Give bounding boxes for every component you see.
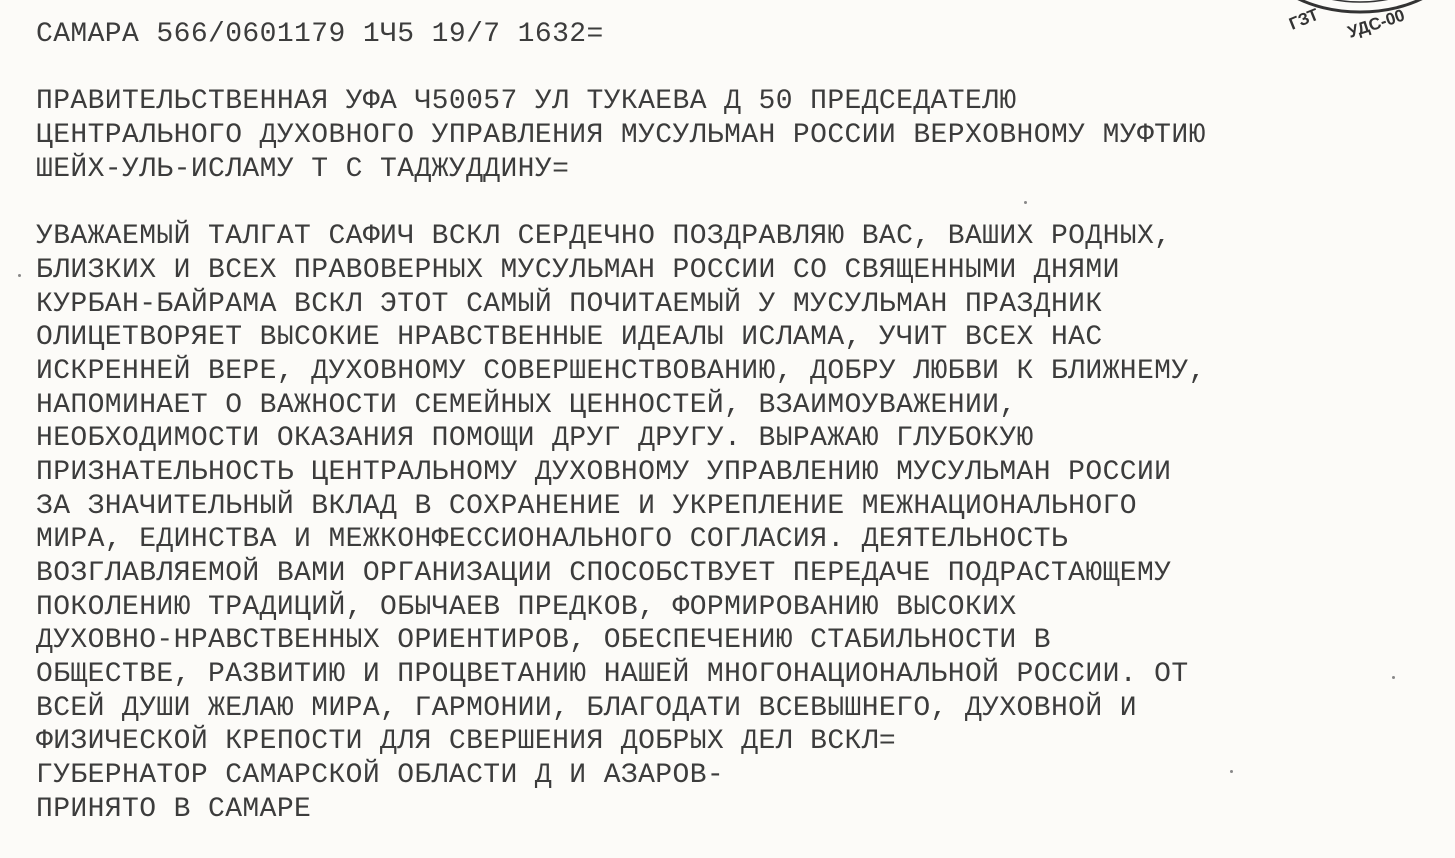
message-body — [36, 220, 1436, 759]
paper-speck — [1392, 676, 1395, 679]
stamp-text: УДС-00 — [1345, 5, 1408, 42]
body-line: ФИЗИЧЕСКОЙ КРЕПОСТИ ДЛЯ СВЕРШЕНИЯ ДОБРЫХ ДЕЛ ВСКЛ= — [36, 726, 897, 758]
address-block — [36, 85, 1436, 186]
body-line: ЗА ЗНАЧИТЕЛЬНЫЙ ВКЛАД В СОХРАНЕНИЕ И УКРЕПЛЕНИЕ МЕЖНАЦИОНАЛЬНОГО — [36, 490, 1137, 522]
paper-speck — [18, 274, 21, 277]
body-line: УВАЖАЕМЫЙ ТАЛГАТ САФИЧ ВСКЛ СЕРДЕЧНО ПОЗДРАВЛЯЮ ВАС, ВАШИХ РОДНЫХ, — [36, 221, 1172, 253]
paper-speck — [1024, 201, 1027, 204]
body-line: ОБЩЕСТВЕ, РАЗВИТИЮ И ПРОЦВЕТАНИЮ НАШЕЙ МНОГОНАЦИОНАЛЬНОЙ РОССИИ. ОТ — [36, 659, 1189, 691]
body-line: ПОКОЛЕНИЮ ТРАДИЦИЙ, ОБЫЧАЕВ ПРЕДКОВ, ФОРМИРОВАНИЮ ВЫСОКИХ — [36, 591, 1017, 623]
body-line: НЕОБХОДИМОСТИ ОКАЗАНИЯ ПОМОЩИ ДРУГ ДРУГУ. ВЫРАЖАЮ ГЛУБОКУЮ — [36, 423, 1034, 455]
body-line: ВОЗГЛАВЛЯЕМОЙ ВАМИ ОРГАНИЗАЦИИ СПОСОБСТВУЕТ ПЕРЕДАЧЕ ПОДРАСТАЮЩЕМУ — [36, 558, 1172, 589]
body-line: НАПОМИНАЕТ О ВАЖНОСТИ СЕМЕЙНЫХ ЦЕННОСТЕЙ, ВЗАИМОУВАЖЕНИИ, — [36, 389, 1017, 421]
address-line: ПРАВИТЕЛЬСТВЕННАЯ УФА Ч50057 УЛ ТУКАЕВА Д 50 ПРЕДСЕДАТЕЛЮ — [36, 86, 1017, 118]
received-line: ПРИНЯТО В САМАРЕ — [36, 793, 312, 825]
spacer — [36, 186, 1436, 220]
body-line: ПРИЗНАТЕЛЬНОСТЬ ЦЕНТРАЛЬНОМУ ДУХОВНОМУ УПРАВЛЕНИЮ МУСУЛЬМАН РОССИИ — [36, 456, 1172, 488]
body-line: ИСКРЕННЕЙ ВЕРЕ, ДУХОВНОМУ СОВЕРШЕНСТВОВАНИЮ, ДОБРУ ЛЮБВИ К БЛИЖНЕМУ, — [36, 355, 1206, 387]
body-line: КУРБАН-БАЙРАМА ВСКЛ ЭТОТ САМЫЙ ПОЧИТАЕМЫЙ У МУСУЛЬМАН ПРАЗДНИК — [36, 288, 1103, 320]
signature-line: ГУБЕРНАТОР САМАРСКОЙ ОБЛАСТИ Д И АЗАРОВ- — [36, 760, 725, 792]
spacer — [36, 52, 1436, 86]
paper-speck — [1230, 770, 1233, 773]
body-line: ДУХОВНО-НРАВСТВЕННЫХ ОРИЕНТИРОВ, ОБЕСПЕЧЕНИЮ СТАБИЛЬНОСТИ В — [36, 625, 1051, 657]
body-line: МИРА, ЕДИНСТВА И МЕЖКОНФЕССИОНАЛЬНОГО СОГЛАСИЯ. ДЕЯТЕЛЬНОСТЬ — [36, 524, 1069, 556]
telegram-document — [36, 18, 1436, 827]
address-line: ШЕЙХ-УЛЬ-ИСЛАМУ Т С ТАДЖУДДИНУ= — [36, 153, 570, 185]
stamp-partial-text: ГЗТ — [1286, 4, 1322, 34]
body-line: ОЛИЦЕТВОРЯЕТ ВЫСОКИЕ НРАВСТВЕННЫЕ ИДЕАЛЫ ИСЛАМА, УЧИТ ВСЕХ НАС — [36, 322, 1103, 354]
body-line: ВСЕЙ ДУШИ ЖЕЛАЮ МИРА, ГАРМОНИИ, БЛАГОДАТИ ВСЕВЫШНЕГО, ДУХОВНОЙ И — [36, 692, 1137, 724]
telegram-header-line: САМАРА 566/0601179 1Ч5 19/7 1632= — [36, 19, 604, 50]
address-line: ЦЕНТРАЛЬНОГО ДУХОВНОГО УПРАВЛЕНИЯ МУСУЛЬМАН РОССИИ ВЕРХОВНОМУ МУФТИЮ — [36, 120, 1206, 152]
body-line: БЛИЗКИХ И ВСЕХ ПРАВОВЕРНЫХ МУСУЛЬМАН РОССИИ СО СВЯЩЕННЫМИ ДНЯМИ — [36, 254, 1120, 286]
